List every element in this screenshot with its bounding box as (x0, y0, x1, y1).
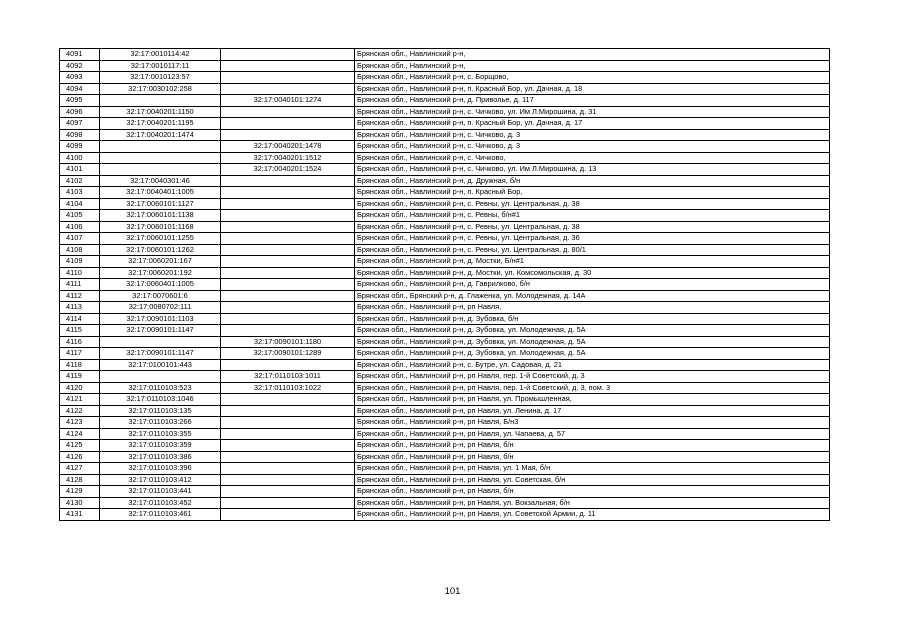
table-row (60, 72, 830, 84)
table-row (60, 187, 830, 199)
cadastral-number-cell: 32:17:0110103:355 (100, 428, 221, 440)
table-row (60, 486, 830, 498)
table-row (60, 106, 830, 118)
address-cell: Брянская обл., Навлинский р-н, с. Ревны, ул. Центральная, д. 38 (355, 198, 830, 210)
row-number-cell: 4122 (60, 405, 100, 417)
related-cadastral-number-cell (221, 221, 355, 233)
address-cell: Брянская обл., Навлинский р-н, рп Навля, б/н (355, 451, 830, 463)
address-cell: Брянская обл., Навлинский р-н, рп Навля, (355, 302, 830, 314)
cadastral-number-cell: 32:17:0090101:1103 (100, 313, 221, 325)
row-number-cell: 4097 (60, 118, 100, 130)
table-row (60, 233, 830, 245)
row-number-cell: 4106 (60, 221, 100, 233)
row-number-cell: 4100 (60, 152, 100, 164)
row-number-cell: 4129 (60, 486, 100, 498)
row-number-cell: 4117 (60, 348, 100, 360)
related-cadastral-number-cell (221, 463, 355, 475)
cadastral-number-cell: 32:17:0060101:1168 (100, 221, 221, 233)
cadastral-number-cell: 32:17:0030102:258 (100, 83, 221, 95)
row-number-cell: 4111 (60, 279, 100, 291)
related-cadastral-number-cell (221, 118, 355, 130)
table-row (60, 152, 830, 164)
related-cadastral-number-cell: 32:17:0040201:1478 (221, 141, 355, 153)
row-number-cell: 4115 (60, 325, 100, 337)
address-cell: Брянская обл., Навлинский р-н, д. Мостки, Б/н#1 (355, 256, 830, 268)
related-cadastral-number-cell: 32:17:0040201:1524 (221, 164, 355, 176)
related-cadastral-number-cell (221, 49, 355, 61)
related-cadastral-number-cell (221, 198, 355, 210)
address-cell: Брянская обл., Навлинский р-н, с. Ревны, ул. Центральная, д. 36 (355, 233, 830, 245)
address-cell: Брянская обл., Навлинский р-н, п. Красный Бор, ул. Дачная, д. 17 (355, 118, 830, 130)
row-number-cell: 4103 (60, 187, 100, 199)
row-number-cell: 4094 (60, 83, 100, 95)
related-cadastral-number-cell (221, 509, 355, 521)
row-number-cell: 4113 (60, 302, 100, 314)
row-number-cell: 4107 (60, 233, 100, 245)
address-cell: Брянская обл., Навлинский р-н, рп Навля, б/н (355, 440, 830, 452)
table-row (60, 302, 830, 314)
cadastral-number-cell: 32:17:0110103:523 (100, 382, 221, 394)
table-row (60, 474, 830, 486)
address-cell: Брянская обл., Навлинский р-н, д. Приволье, д. 117 (355, 95, 830, 107)
cadastral-number-cell (100, 336, 221, 348)
cadastral-number-cell: 32:17:0060101:1262 (100, 244, 221, 256)
cadastral-number-cell: 32:17:0010117:11 (100, 60, 221, 72)
row-number-cell: 4105 (60, 210, 100, 222)
address-cell: Брянская обл., Навлинский р-н, д. Мостки, ул. Комсомольская, д. 30 (355, 267, 830, 279)
address-cell: Брянская обл., Навлинский р-н, с. Борщово, (355, 72, 830, 84)
table-row (60, 405, 830, 417)
table-row (60, 440, 830, 452)
row-number-cell: 4108 (60, 244, 100, 256)
cadastral-number-cell: 32:17:0110103:359 (100, 440, 221, 452)
related-cadastral-number-cell (221, 83, 355, 95)
address-cell: Брянская обл., Навлинский р-н, рп Навля, ул. Ленина, д. 17 (355, 405, 830, 417)
address-cell: Брянская обл., Навлинский р-н, с. Чичково, (355, 152, 830, 164)
row-number-cell: 4101 (60, 164, 100, 176)
cadastral-number-cell: 32:17:0040201:1195 (100, 118, 221, 130)
address-cell: Брянская обл., Навлинский р-н, д. Зубовка, ул. Молодежная, д. 5А (355, 336, 830, 348)
address-cell: Брянская обл., Навлинский р-н, п. Красный Бор, (355, 187, 830, 199)
row-number-cell: 4125 (60, 440, 100, 452)
table-row (60, 325, 830, 337)
related-cadastral-number-cell (221, 256, 355, 268)
cadastral-number-cell: 32:17:0060101:1127 (100, 198, 221, 210)
address-cell: Брянская обл., Навлинский р-н, с. Чичково, ул. Им Л.Мирошина, д. 31 (355, 106, 830, 118)
related-cadastral-number-cell (221, 451, 355, 463)
row-number-cell: 4091 (60, 49, 100, 61)
row-number-cell: 4124 (60, 428, 100, 440)
table-row (60, 267, 830, 279)
row-number-cell: 4130 (60, 497, 100, 509)
row-number-cell: 4092 (60, 60, 100, 72)
related-cadastral-number-cell (221, 417, 355, 429)
address-cell: Брянская обл., Навлинский р-н, с. Чичково, д. 3 (355, 129, 830, 141)
address-cell: Брянская обл., Брянский р-н, д. Глаженка, ул. Молодежная, д. 14А (355, 290, 830, 302)
cadastral-number-cell (100, 152, 221, 164)
row-number-cell: 4123 (60, 417, 100, 429)
cadastral-number-cell: 32:17:0110103:396 (100, 463, 221, 475)
table-row (60, 83, 830, 95)
cadastral-number-cell: 32:17:0090101:1147 (100, 325, 221, 337)
related-cadastral-number-cell (221, 474, 355, 486)
address-cell: Брянская обл., Навлинский р-н, рп Навля, Б/н3 (355, 417, 830, 429)
table-row (60, 463, 830, 475)
cadastral-number-cell: 32:17:0060101:1255 (100, 233, 221, 245)
row-number-cell: 4116 (60, 336, 100, 348)
row-number-cell: 4120 (60, 382, 100, 394)
row-number-cell: 4126 (60, 451, 100, 463)
row-number-cell: 4121 (60, 394, 100, 406)
cadastral-number-cell (100, 95, 221, 107)
table-row (60, 175, 830, 187)
related-cadastral-number-cell (221, 394, 355, 406)
address-cell: Брянская обл., Навлинский р-н, д. Зубовка, ул. Молодежная, д. 5А (355, 325, 830, 337)
cadastral-number-cell: 32:17:0060101:1138 (100, 210, 221, 222)
address-cell: Брянская обл., Навлинский р-н, рп Навля, ул. Вокзальная, б/н (355, 497, 830, 509)
related-cadastral-number-cell (221, 267, 355, 279)
table-row (60, 60, 830, 72)
address-cell: Брянская обл., Навлинский р-н, рп Навля, б/н (355, 486, 830, 498)
page-number: 101 (444, 586, 461, 597)
address-cell: Брянская обл., Навлинский р-н, рп Навля, пер. 1-й Советский, д. 3, пом. 3 (355, 382, 830, 394)
address-cell: Брянская обл., Навлинский р-н, п. Красный Бор, ул. Дачная, д. 18 (355, 83, 830, 95)
table-row (60, 256, 830, 268)
address-cell: Брянская обл., Навлинский р-н, рп Навля, ул. Советской Армии, д. 11 (355, 509, 830, 521)
cadastral-number-cell: 32:17:0090101:1147 (100, 348, 221, 360)
row-number-cell: 4131 (60, 509, 100, 521)
table-row (60, 451, 830, 463)
row-number-cell: 4118 (60, 359, 100, 371)
address-cell: Брянская обл., Навлинский р-н, с. Бутре, ул. Садовая, д. 21 (355, 359, 830, 371)
property-table (59, 48, 830, 521)
cadastral-number-cell: 32:17:0040301:46 (100, 175, 221, 187)
address-cell: Брянская обл., Навлинский р-н, (355, 49, 830, 61)
table-row (60, 382, 830, 394)
cadastral-number-cell: 32:17:0040201:1474 (100, 129, 221, 141)
cadastral-number-cell: 32:17:0060201:167 (100, 256, 221, 268)
row-number-cell: 4128 (60, 474, 100, 486)
cadastral-number-cell: 32:17:0070601:6 (100, 290, 221, 302)
row-number-cell: 4109 (60, 256, 100, 268)
related-cadastral-number-cell (221, 72, 355, 84)
related-cadastral-number-cell (221, 302, 355, 314)
row-number-cell: 4099 (60, 141, 100, 153)
address-cell: Брянская обл., Навлинский р-н, с. Чичково, д. 3 (355, 141, 830, 153)
related-cadastral-number-cell (221, 60, 355, 72)
table-row (60, 118, 830, 130)
related-cadastral-number-cell (221, 405, 355, 417)
row-number-cell: 4095 (60, 95, 100, 107)
table-row (60, 129, 830, 141)
table-row (60, 428, 830, 440)
cadastral-number-cell: 32:17:0080702:111 (100, 302, 221, 314)
related-cadastral-number-cell (221, 106, 355, 118)
related-cadastral-number-cell: 32:17:0110103:1011 (221, 371, 355, 383)
table-row (60, 313, 830, 325)
row-number-cell: 4098 (60, 129, 100, 141)
cadastral-number-cell: 32:17:0110103:461 (100, 509, 221, 521)
related-cadastral-number-cell (221, 290, 355, 302)
property-table-body (60, 49, 830, 521)
address-cell: Брянская обл., Навлинский р-н, рп Навля, пер. 1-й Советский, д. 3 (355, 371, 830, 383)
address-cell: Брянская обл., Навлинский р-н, рп Навля, ул. 1 Мая, б/н (355, 463, 830, 475)
table-row (60, 95, 830, 107)
cadastral-number-cell (100, 141, 221, 153)
table-row (60, 371, 830, 383)
table-row (60, 417, 830, 429)
row-number-cell: 4110 (60, 267, 100, 279)
row-number-cell: 4114 (60, 313, 100, 325)
cadastral-number-cell: 32:17:0110103:386 (100, 451, 221, 463)
related-cadastral-number-cell (221, 428, 355, 440)
cadastral-number-cell: 32:17:0110103:266 (100, 417, 221, 429)
table-row (60, 497, 830, 509)
address-cell: Брянская обл., Навлинский р-н, д. Дружная, б/н (355, 175, 830, 187)
address-cell: Брянская обл., Навлинский р-н, с. Ревны, б/н#1 (355, 210, 830, 222)
related-cadastral-number-cell (221, 244, 355, 256)
cadastral-number-cell: 32:17:0040401:1005 (100, 187, 221, 199)
address-cell: Брянская обл., Навлинский р-н, с. Чичково, ул. Им Л.Мирошина, д. 13 (355, 164, 830, 176)
cadastral-number-cell: 32:17:0110103:135 (100, 405, 221, 417)
table-row (60, 221, 830, 233)
cadastral-number-cell: 32:17:0010114:42 (100, 49, 221, 61)
table-row (60, 210, 830, 222)
related-cadastral-number-cell (221, 175, 355, 187)
row-number-cell: 4093 (60, 72, 100, 84)
cadastral-number-cell: 32:17:0060401:1005 (100, 279, 221, 291)
address-cell: Брянская обл., Навлинский р-н, (355, 60, 830, 72)
related-cadastral-number-cell (221, 440, 355, 452)
related-cadastral-number-cell (221, 233, 355, 245)
related-cadastral-number-cell (221, 486, 355, 498)
address-cell: Брянская обл., Навлинский р-н, рп Навля, ул. Чапаева, д. 57 (355, 428, 830, 440)
table-row (60, 164, 830, 176)
row-number-cell: 4127 (60, 463, 100, 475)
table-row (60, 336, 830, 348)
related-cadastral-number-cell (221, 210, 355, 222)
cadastral-number-cell: 32:17:0110103:441 (100, 486, 221, 498)
table-row (60, 394, 830, 406)
related-cadastral-number-cell (221, 497, 355, 509)
related-cadastral-number-cell: 32:17:0040201:1512 (221, 152, 355, 164)
address-cell: Брянская обл., Навлинский р-н, рп Навля, ул. Советская, б/н (355, 474, 830, 486)
cadastral-number-cell: 32:17:0110103:452 (100, 497, 221, 509)
row-number-cell: 4102 (60, 175, 100, 187)
table-row (60, 348, 830, 360)
cadastral-number-cell: 32:17:0010123:57 (100, 72, 221, 84)
row-number-cell: 4096 (60, 106, 100, 118)
address-cell: Брянская обл., Навлинский р-н, д. Зубовка, ул. Молодежная, д. 5А (355, 348, 830, 360)
table-row (60, 49, 830, 61)
table-row (60, 141, 830, 153)
cadastral-number-cell: 32:17:0110103:412 (100, 474, 221, 486)
row-number-cell: 4112 (60, 290, 100, 302)
cadastral-number-cell: 32:17:0060201:192 (100, 267, 221, 279)
table-row (60, 279, 830, 291)
row-number-cell: 4119 (60, 371, 100, 383)
related-cadastral-number-cell: 32:17:0090101:1289 (221, 348, 355, 360)
row-number-cell: 4104 (60, 198, 100, 210)
related-cadastral-number-cell (221, 325, 355, 337)
cadastral-number-cell (100, 164, 221, 176)
related-cadastral-number-cell: 32:17:0110103:1022 (221, 382, 355, 394)
cadastral-number-cell: 32:17:0110103:1046 (100, 394, 221, 406)
table-row (60, 509, 830, 521)
table-row (60, 198, 830, 210)
table-row (60, 290, 830, 302)
related-cadastral-number-cell (221, 313, 355, 325)
related-cadastral-number-cell: 32:17:0090101:1180 (221, 336, 355, 348)
address-cell: Брянская обл., Навлинский р-н, д. Зубовка, б/н (355, 313, 830, 325)
address-cell: Брянская обл., Навлинский р-н, рп Навля, ул. Промышленная, (355, 394, 830, 406)
table-row (60, 244, 830, 256)
related-cadastral-number-cell (221, 187, 355, 199)
related-cadastral-number-cell (221, 129, 355, 141)
address-cell: Брянская обл., Навлинский р-н, с. Ревны, ул. Центральная, д. 80/1 (355, 244, 830, 256)
table-row (60, 359, 830, 371)
cadastral-number-cell: 32:17:0100101:443 (100, 359, 221, 371)
related-cadastral-number-cell: 32:17:0040101:1274 (221, 95, 355, 107)
cadastral-number-cell (100, 371, 221, 383)
related-cadastral-number-cell (221, 279, 355, 291)
address-cell: Брянская обл., Навлинский р-н, д. Гаврилково, б/н (355, 279, 830, 291)
cadastral-number-cell: 32:17:0040201:1150 (100, 106, 221, 118)
related-cadastral-number-cell (221, 359, 355, 371)
address-cell: Брянская обл., Навлинский р-н, с. Ревны, ул. Центральная, д. 38 (355, 221, 830, 233)
